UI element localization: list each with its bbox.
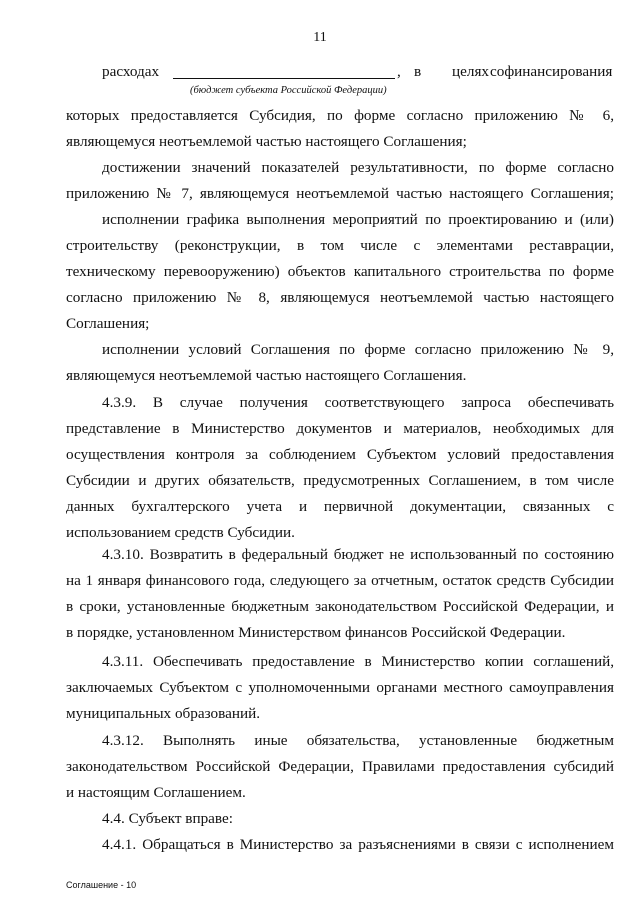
text-word: целях bbox=[452, 63, 490, 80]
text-line: 4.4. Субъект вправе: bbox=[102, 810, 233, 827]
text-line: являющемуся неотъемлемой частью настоящего Соглашения; bbox=[66, 133, 467, 150]
blank-underline bbox=[173, 78, 395, 79]
text-line: техническому перевооружению) объектов капитального строительства по форме bbox=[66, 263, 614, 280]
text-line: на 1 января финансового года, следующего за отчетным, остаток средств Субсидии bbox=[66, 572, 614, 589]
text-line: использованием средств Субсидии. bbox=[66, 524, 295, 541]
text-word: в bbox=[414, 63, 422, 80]
first-line bbox=[66, 62, 614, 82]
text-line: исполнении условий Соглашения по форме согласно приложению № 9, bbox=[102, 341, 614, 358]
text-line: и настоящим Соглашением. bbox=[66, 784, 246, 801]
text-line: исполнении графика выполнения мероприятий по проектированию и (или) bbox=[102, 211, 614, 228]
text-line: в сроки, установленные бюджетным законодательством Российской Федерации, и bbox=[66, 598, 614, 615]
text-line: которых предоставляется Субсидия, по форме согласно приложению № 6, bbox=[66, 107, 614, 124]
text-line: Соглашения; bbox=[66, 315, 150, 332]
text-line: 4.3.9. В случае получения соответствующего запроса обеспечивать bbox=[102, 394, 614, 411]
text-line: муниципальных образований. bbox=[66, 705, 260, 722]
footer-note: Соглашение - 10 bbox=[66, 880, 137, 890]
text-line: приложению № 7, являющемуся неотъемлемой частью настоящего Соглашения; bbox=[66, 185, 614, 202]
text-word: софинансирования bbox=[490, 63, 613, 80]
text-line: осуществления контроля за соблюдением Субъектом условий предоставления bbox=[66, 446, 614, 463]
text-line: согласно приложению № 8, являющемуся неотъемлемой частью настоящего bbox=[66, 289, 614, 306]
text-line: 4.4.1. Обращаться в Министерство за разъяснениями в связи с исполнением bbox=[102, 836, 614, 853]
text-line: являющемуся неотъемлемой частью настоящего Соглашения. bbox=[66, 367, 467, 384]
text-line: Субсидии и других обязательств, предусмотренных Соглашением, в том числе bbox=[66, 472, 614, 489]
text-word: расходах bbox=[102, 63, 160, 80]
text-line: данных бухгалтерского учета и первичной документации, связанных с bbox=[66, 498, 614, 515]
page-number: 11 bbox=[313, 30, 327, 45]
text-line: 4.3.10. Возвратить в федеральный бюджет не использованный по состоянию bbox=[102, 546, 614, 563]
text-line: 4.3.11. Обеспечивать предоставление в Министерство копии соглашений, bbox=[102, 653, 614, 670]
text-line: достижении значений показателей результативности, по форме согласно bbox=[102, 159, 614, 176]
text-line: законодательством Российской Федерации, Правилами предоставления субсидий bbox=[66, 758, 614, 775]
text-line: в порядке, установленном Министерством финансов Российской Федерации. bbox=[66, 624, 566, 641]
text-line: представление в Министерство документов и материалов, необходимых для bbox=[66, 420, 614, 437]
text-line: 4.3.12. Выполнять иные обязательства, установленные бюджетным bbox=[102, 732, 614, 749]
text-line: строительству (реконструкции, в том числе с элементами реставрации, bbox=[66, 237, 614, 254]
field-caption: (бюджет субъекта Российской Федерации) bbox=[190, 85, 387, 96]
text-comma: , bbox=[397, 63, 401, 80]
text-line: заключаемых Субъектом с уполномоченными органами местного самоуправления bbox=[66, 679, 614, 696]
